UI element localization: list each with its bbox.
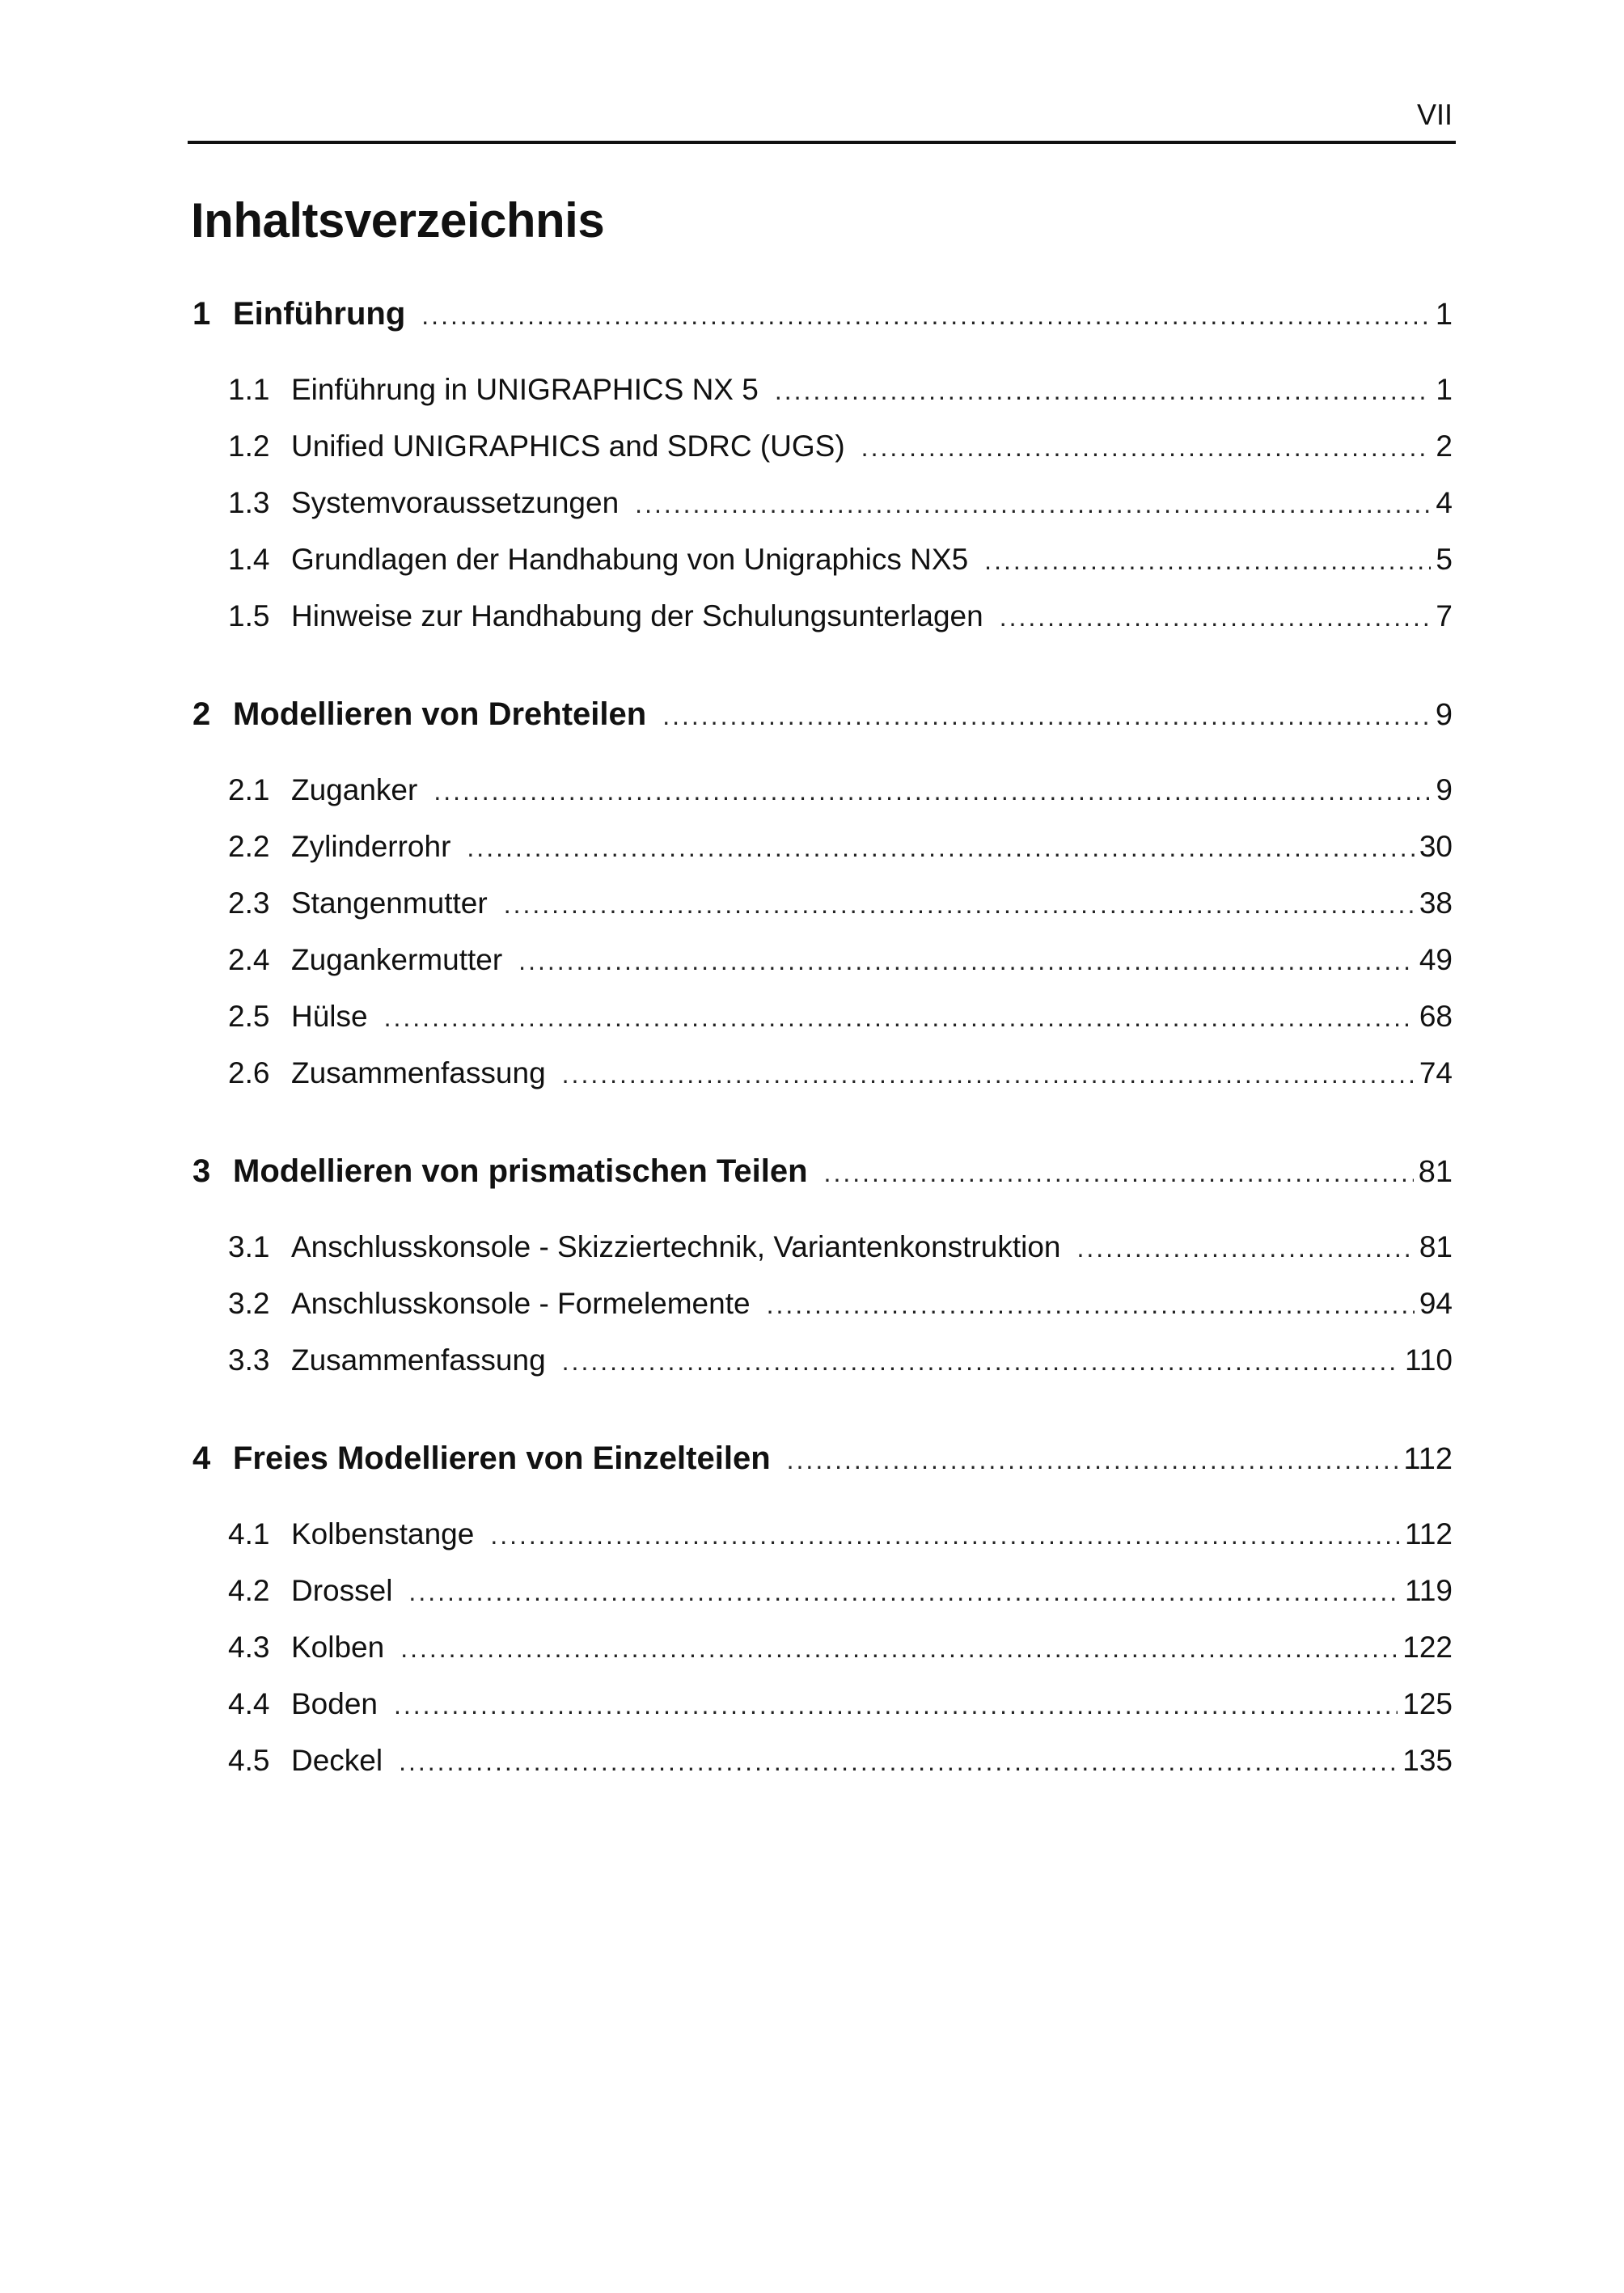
section-number: 1.5: [228, 599, 270, 632]
section-number: 2.6: [228, 1056, 270, 1089]
dot-leader: [562, 1347, 1400, 1377]
toc-section[interactable]: [188, 1343, 1453, 1400]
section-title: Unified UNIGRAPHICS and SDRC (UGS): [291, 429, 845, 463]
chapter-page: 1: [1435, 298, 1453, 332]
section-number: 3.2: [228, 1287, 270, 1320]
section-title: Anschlusskonsole - Skizziertechnik, Variantenkonstruktion: [291, 1230, 1061, 1263]
section-number: 1.3: [228, 486, 270, 519]
chapter-number: 2: [192, 696, 211, 732]
toc-section[interactable]: [188, 1000, 1453, 1056]
dot-leader: [384, 1003, 1415, 1033]
section-page: 4: [1436, 486, 1453, 519]
dot-leader: [824, 1158, 1414, 1188]
dot-leader: [490, 1521, 1400, 1551]
toc-section[interactable]: [188, 1287, 1453, 1343]
section-number: 3.1: [228, 1230, 270, 1263]
section-number: 2.2: [228, 830, 270, 863]
running-header: [188, 95, 1456, 144]
dot-leader: [408, 1577, 1400, 1607]
section-number: 1.2: [228, 429, 270, 463]
section-page: 135: [1402, 1744, 1453, 1777]
dot-leader: [767, 1290, 1415, 1320]
dot-leader: [504, 890, 1415, 920]
toc-section[interactable]: [188, 1574, 1453, 1631]
dot-leader: [787, 1445, 1399, 1475]
section-page: 119: [1405, 1574, 1453, 1607]
toc-section[interactable]: [188, 486, 1453, 543]
chapter-title: Freies Modellieren von Einzelteilen: [233, 1441, 771, 1476]
section-page: 30: [1419, 830, 1453, 863]
toc-chapter[interactable]: [188, 1153, 1453, 1210]
toc-section[interactable]: [188, 773, 1453, 830]
section-title: Zylinderrohr: [291, 830, 451, 863]
section-page: 5: [1436, 543, 1453, 576]
section-title: Systemvoraussetzungen: [291, 486, 620, 519]
section-number: 2.1: [228, 773, 270, 806]
section-title: Kolbenstange: [291, 1517, 475, 1551]
toc-section[interactable]: [188, 1517, 1453, 1574]
chapter-title: Einführung: [233, 296, 406, 332]
section-number: 2.5: [228, 1000, 270, 1033]
dot-leader: [775, 376, 1432, 406]
section-number: 4.3: [228, 1631, 270, 1664]
section-number: 1.1: [228, 373, 270, 406]
table-of-contents: [188, 296, 1453, 1800]
section-title: Zusammenfassung: [291, 1056, 546, 1089]
section-title: Anschlusskonsole - Formelemente: [291, 1287, 751, 1320]
dot-leader: [421, 301, 1431, 331]
section-page: 49: [1419, 943, 1453, 976]
chapter-number: 3: [192, 1153, 211, 1189]
dot-leader: [984, 546, 1431, 576]
dot-leader: [467, 833, 1414, 863]
dot-leader: [635, 489, 1431, 519]
toc-section[interactable]: [188, 1687, 1453, 1744]
chapter-page: 9: [1435, 698, 1453, 732]
toc-section[interactable]: [188, 543, 1453, 599]
section-page: 74: [1419, 1056, 1453, 1089]
section-page: 125: [1402, 1687, 1453, 1720]
section-page: 112: [1405, 1517, 1453, 1551]
chapter-page: 81: [1418, 1155, 1453, 1189]
section-title: Drossel: [291, 1574, 393, 1607]
section-page: 7: [1436, 599, 1453, 632]
chapter-title: Modellieren von prismatischen Teilen: [233, 1153, 808, 1189]
dot-leader: [433, 776, 1431, 806]
section-title: Zuganker: [291, 773, 418, 806]
toc-chapter[interactable]: [188, 296, 1453, 353]
dot-leader: [662, 701, 1431, 731]
section-number: 4.1: [228, 1517, 270, 1551]
section-number: 2.4: [228, 943, 270, 976]
toc-section[interactable]: [188, 1631, 1453, 1687]
toc-section[interactable]: [188, 1230, 1453, 1287]
section-number: 4.4: [228, 1687, 270, 1720]
toc-section[interactable]: [188, 943, 1453, 1000]
section-page: 81: [1419, 1230, 1453, 1263]
section-title: Hülse: [291, 1000, 368, 1033]
dot-leader: [518, 946, 1415, 976]
section-page: 122: [1402, 1631, 1453, 1664]
dot-leader: [399, 1747, 1398, 1777]
dot-leader: [1000, 603, 1432, 632]
page-title: Inhaltsverzeichnis: [191, 193, 605, 247]
section-title: Deckel: [291, 1744, 383, 1777]
dot-leader: [861, 433, 1432, 463]
toc-section[interactable]: [188, 1056, 1453, 1113]
section-title: Stangenmutter: [291, 886, 488, 920]
section-page: 9: [1436, 773, 1453, 806]
page-number: VII: [1416, 98, 1453, 131]
section-page: 110: [1405, 1343, 1453, 1377]
toc-section[interactable]: [188, 429, 1453, 486]
section-title: Grundlagen der Handhabung von Unigraphics NX5: [291, 543, 969, 576]
toc-chapter[interactable]: [188, 696, 1453, 753]
section-number: 4.5: [228, 1744, 270, 1777]
toc-section[interactable]: [188, 886, 1453, 943]
chapter-title: Modellieren von Drehteilen: [233, 696, 647, 732]
section-number: 1.4: [228, 543, 270, 576]
dot-leader: [1077, 1233, 1415, 1263]
section-title: Kolben: [291, 1631, 385, 1664]
toc-chapter[interactable]: [188, 1441, 1453, 1497]
section-page: 38: [1419, 886, 1453, 920]
section-title: Boden: [291, 1687, 378, 1720]
section-page: 94: [1419, 1287, 1453, 1320]
chapter-number: 1: [192, 296, 211, 332]
section-page: 1: [1436, 373, 1453, 406]
section-number: 2.3: [228, 886, 270, 920]
chapter-page: 112: [1403, 1442, 1453, 1476]
toc-section[interactable]: [188, 1744, 1453, 1800]
dot-leader: [562, 1060, 1415, 1089]
toc-section[interactable]: [188, 373, 1453, 429]
section-page: 2: [1436, 429, 1453, 463]
section-title: Zusammenfassung: [291, 1343, 546, 1377]
section-number: 3.3: [228, 1343, 270, 1377]
toc-section[interactable]: [188, 830, 1453, 886]
section-page: 68: [1419, 1000, 1453, 1033]
section-number: 4.2: [228, 1574, 270, 1607]
section-title: Hinweise zur Handhabung der Schulungsunterlagen: [291, 599, 983, 632]
toc-section[interactable]: [188, 599, 1453, 656]
section-title: Zugankermutter: [291, 943, 503, 976]
dot-leader: [400, 1634, 1398, 1664]
dot-leader: [394, 1690, 1398, 1720]
chapter-number: 4: [192, 1441, 211, 1476]
section-title: Einführung in UNIGRAPHICS NX 5: [291, 373, 759, 406]
